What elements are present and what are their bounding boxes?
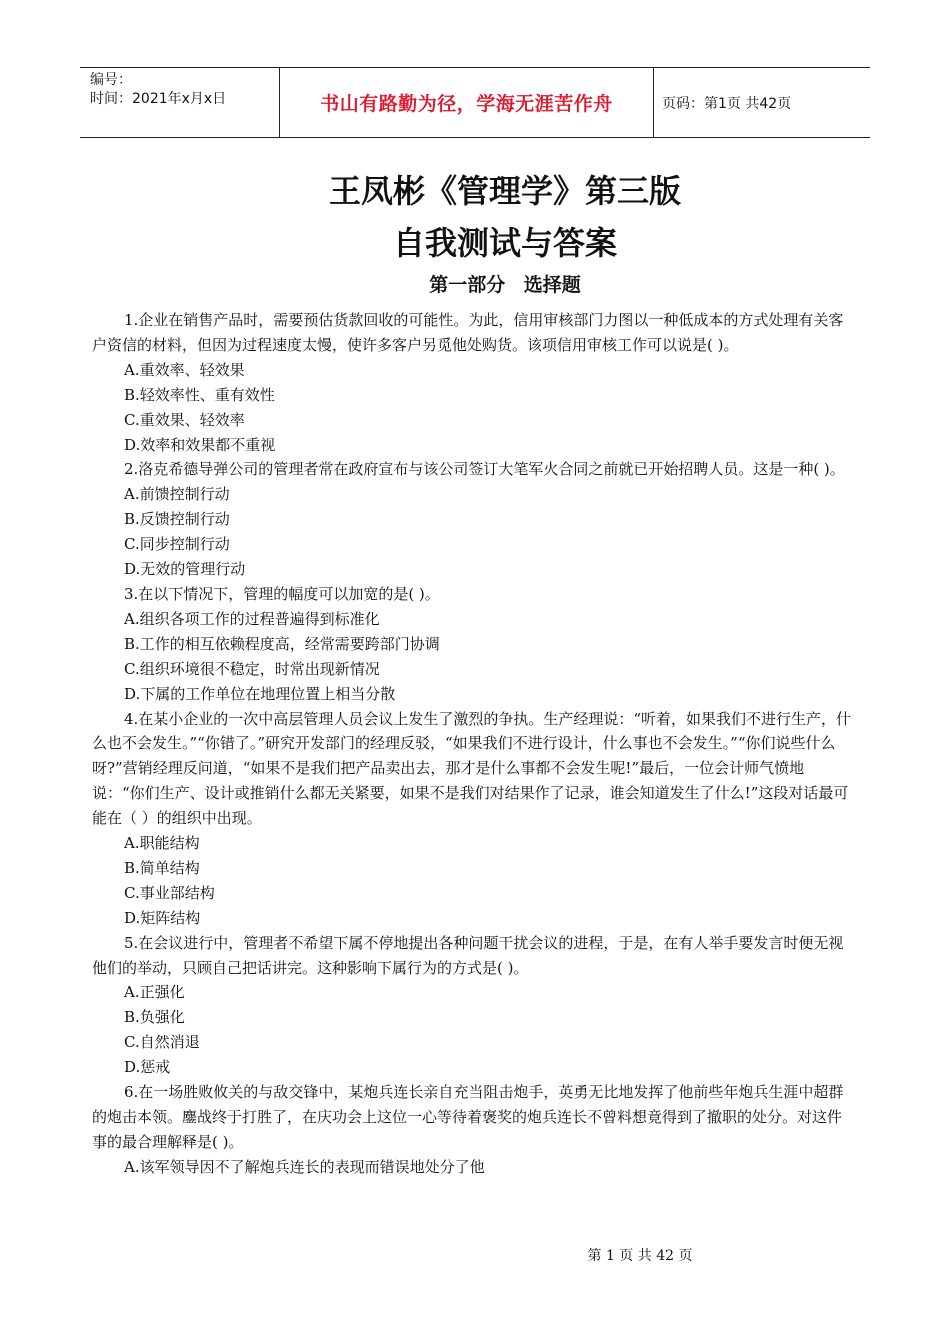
- page-header: [80, 67, 870, 138]
- question-option: D.惩戒: [124, 1058, 171, 1077]
- question-option: B.简单结构: [124, 858, 200, 877]
- header-motto: 书山有路勤为径，学海无涯苦作舟: [280, 68, 654, 137]
- header-page-info: 页码：第1页 共42页: [662, 95, 792, 112]
- question-option: A.正强化: [124, 983, 185, 1002]
- question-option: A.职能结构: [124, 834, 200, 853]
- document-subtitle: 自我测试与答案: [392, 224, 617, 262]
- question-option: B.轻效率性、重有效性: [124, 385, 275, 404]
- number-label: 编号：: [90, 72, 132, 88]
- question-option: D.效率和效果都不重视: [124, 435, 276, 454]
- question-option: C.重效果、轻效率: [124, 410, 245, 429]
- question-option: A.前馈控制行动: [124, 485, 230, 504]
- question-option: C.组织环境很不稳定，时常出现新情况: [124, 659, 380, 678]
- question-option: C.同步控制行动: [124, 535, 230, 554]
- header-meta: [80, 68, 280, 137]
- question-option: C.事业部结构: [124, 883, 215, 902]
- time-label: 时间：2021年x月x日: [90, 91, 227, 107]
- question-option: A.重效率、轻效果: [124, 360, 245, 379]
- question-option: C.自然消退: [124, 1033, 200, 1052]
- question-stem: 5.在会议进行中，管理者不希望下属不停地提出各种问题干扰会议的进程，于是，在有人举手要发言时便无视他们的举动，只顾自己把话讲完。这种影响下属行为的方式是( )。: [92, 933, 844, 977]
- question-option: A.组织各项工作的过程普遍得到标准化: [124, 609, 380, 628]
- question-option: B.工作的相互依赖程度高，经常需要跨部门协调: [124, 634, 440, 653]
- question-option: D.下属的工作单位在地理位置上相当分散: [124, 684, 396, 703]
- question-option: A.该军领导因不了解炮兵连长的表现而错误地处分了他: [124, 1157, 485, 1176]
- question-stem: 4.在某小企业的一次中高层管理人员会议上发生了激烈的争执。生产经理说：“听着，如果我们不进行生产，什么也不会发生。”“你错了。”研究开发部门的经理反驳，“如果我们不进行设计，什么事也不会发生。”“你们说些什么呀?”营销经理反问道，“如果不是我们把产品卖出去，那才是什么事都不会发生呢!”最后，一位会计师气愤地说：“你们生产、设计或推销什么都无关紧要，如果不是我们对结果作了记录，谁会知道发生了什么!”这段对话最可能在（ ）的组织中出现。: [92, 709, 851, 828]
- section-heading: 第一部分 选择题: [429, 274, 581, 296]
- question-option: D.矩阵结构: [124, 908, 201, 927]
- question-option: B.负强化: [124, 1008, 185, 1027]
- question-option: B.反馈控制行动: [124, 510, 230, 529]
- question-stem: 2.洛克希德导弹公司的管理者常在政府宣布与该公司签订大笔军火合同之前就已开始招聘人员。这是一种( )。: [124, 460, 845, 479]
- page-footer: 第 1 页 共 42 页: [587, 1248, 693, 1264]
- question-stem: 6.在一场胜败攸关的与敌交锋中，某炮兵连长亲自充当阻击炮手，英勇无比地发挥了他前些年炮兵生涯中超群的炮击本领。鏖战终于打胜了，在庆功会上这位一心等待着褒奖的炮兵连长不曾料想竟得到了撤职的处分。对这件事的最合理解释是( )。: [92, 1083, 844, 1151]
- document-title: 王凤彬《管理学》第三版: [328, 172, 681, 210]
- question-stem: 1.企业在销售产品时，需要预估货款回收的可能性。为此，信用审核部门力图以一种低成本的方式处理有关客户资信的材料，但因为过程速度太慢，使许多客户另觅他处购货。该项信用审核工作可以说是( )。: [92, 311, 844, 354]
- question-stem: 3.在以下情况下，管理的幅度可以加宽的是( )。: [124, 584, 440, 603]
- question-list: [92, 308, 856, 1180]
- question-option: D.无效的管理行动: [124, 560, 246, 579]
